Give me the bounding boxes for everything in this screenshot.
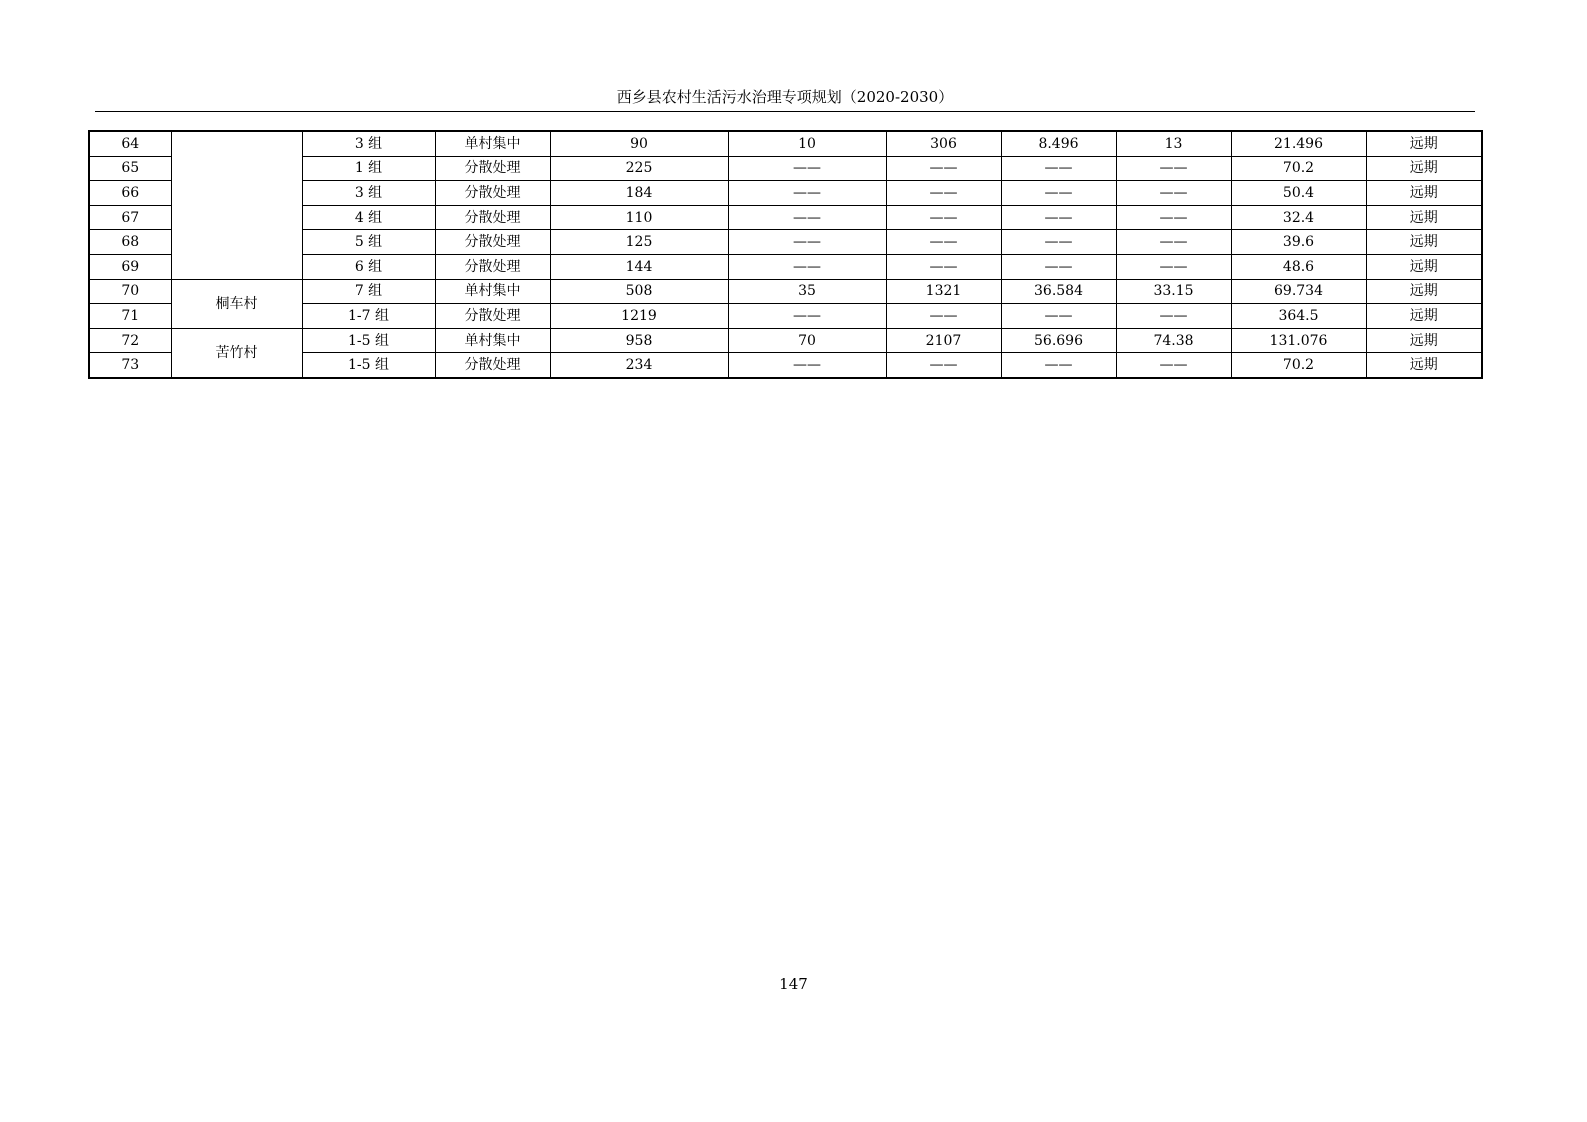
data-cell: 90	[550, 131, 728, 156]
data-cell: 1219	[550, 304, 728, 329]
row-number: 64	[89, 131, 171, 156]
phase-cell: 远期	[1366, 181, 1482, 206]
treatment-mode: 单村集中	[435, 328, 550, 353]
data-cell: 8.496	[1001, 131, 1116, 156]
data-cell: ——	[1116, 181, 1231, 206]
data-cell: 1321	[886, 279, 1001, 304]
data-cell: ——	[728, 205, 886, 230]
row-number: 71	[89, 304, 171, 329]
village-name: 桐车村	[171, 279, 302, 328]
group-cell: 3 组	[302, 131, 435, 156]
phase-cell: 远期	[1366, 304, 1482, 329]
data-cell: ——	[1116, 304, 1231, 329]
data-cell: ——	[1001, 254, 1116, 279]
data-cell: ——	[728, 304, 886, 329]
data-cell: 958	[550, 328, 728, 353]
treatment-mode: 分散处理	[435, 254, 550, 279]
row-number: 66	[89, 181, 171, 206]
data-cell: ——	[886, 205, 1001, 230]
data-cell: 70.2	[1231, 156, 1366, 181]
data-cell: 364.5	[1231, 304, 1366, 329]
phase-cell: 远期	[1366, 156, 1482, 181]
data-cell: 13	[1116, 131, 1231, 156]
group-cell: 3 组	[302, 181, 435, 206]
data-cell: ——	[728, 254, 886, 279]
row-number: 65	[89, 156, 171, 181]
data-cell: 48.6	[1231, 254, 1366, 279]
treatment-mode: 单村集中	[435, 131, 550, 156]
phase-cell: 远期	[1366, 328, 1482, 353]
row-number: 72	[89, 328, 171, 353]
data-cell: 10	[728, 131, 886, 156]
data-cell: ——	[1001, 205, 1116, 230]
data-cell: 184	[550, 181, 728, 206]
village-name	[171, 131, 302, 279]
treatment-mode: 分散处理	[435, 181, 550, 206]
phase-cell: 远期	[1366, 131, 1482, 156]
data-cell: ——	[728, 156, 886, 181]
data-cell: 70.2	[1231, 353, 1366, 378]
treatment-mode: 分散处理	[435, 230, 550, 255]
data-cell: ——	[1116, 254, 1231, 279]
page-number: 147	[779, 975, 808, 993]
data-cell: ——	[1001, 353, 1116, 378]
data-cell: 50.4	[1231, 181, 1366, 206]
data-cell: 33.15	[1116, 279, 1231, 304]
document-title: 西乡县农村生活污水治理专项规划（2020-2030）	[616, 88, 954, 106]
data-cell: 39.6	[1231, 230, 1366, 255]
data-cell: ——	[886, 304, 1001, 329]
data-cell: 32.4	[1231, 205, 1366, 230]
treatment-mode: 分散处理	[435, 205, 550, 230]
treatment-mode: 分散处理	[435, 156, 550, 181]
treatment-mode: 分散处理	[435, 304, 550, 329]
table-row	[89, 328, 1482, 353]
data-cell: 74.38	[1116, 328, 1231, 353]
data-cell: ——	[886, 230, 1001, 255]
treatment-mode: 分散处理	[435, 353, 550, 378]
group-cell: 5 组	[302, 230, 435, 255]
row-number: 70	[89, 279, 171, 304]
group-cell: 4 组	[302, 205, 435, 230]
group-cell: 7 组	[302, 279, 435, 304]
row-number: 73	[89, 353, 171, 378]
group-cell: 6 组	[302, 254, 435, 279]
data-cell: 21.496	[1231, 131, 1366, 156]
data-cell: 110	[550, 205, 728, 230]
data-cell: ——	[728, 230, 886, 255]
data-cell: 144	[550, 254, 728, 279]
data-cell: 70	[728, 328, 886, 353]
data-cell: ——	[1001, 230, 1116, 255]
data-cell: 56.696	[1001, 328, 1116, 353]
row-number: 68	[89, 230, 171, 255]
data-cell: 125	[550, 230, 728, 255]
row-number: 67	[89, 205, 171, 230]
group-cell: 1-5 组	[302, 328, 435, 353]
phase-cell: 远期	[1366, 254, 1482, 279]
data-cell: 306	[886, 131, 1001, 156]
data-cell: ——	[1001, 181, 1116, 206]
data-cell: ——	[1116, 353, 1231, 378]
data-cell: ——	[728, 181, 886, 206]
group-cell: 1 组	[302, 156, 435, 181]
data-cell: ——	[1116, 156, 1231, 181]
phase-cell: 远期	[1366, 230, 1482, 255]
data-cell: 2107	[886, 328, 1001, 353]
data-cell: 234	[550, 353, 728, 378]
data-cell: 35	[728, 279, 886, 304]
row-number: 69	[89, 254, 171, 279]
phase-cell: 远期	[1366, 205, 1482, 230]
village-name: 苦竹村	[171, 328, 302, 378]
data-cell: 36.584	[1001, 279, 1116, 304]
data-cell: 131.076	[1231, 328, 1366, 353]
group-cell: 1-7 组	[302, 304, 435, 329]
page-header	[95, 86, 1475, 112]
data-cell: ——	[886, 156, 1001, 181]
data-cell: ——	[1001, 304, 1116, 329]
data-cell: ——	[1001, 156, 1116, 181]
table-row	[89, 131, 1482, 156]
data-cell: ——	[886, 353, 1001, 378]
data-cell: ——	[886, 254, 1001, 279]
phase-cell: 远期	[1366, 279, 1482, 304]
phase-cell: 远期	[1366, 353, 1482, 378]
data-cell: 508	[550, 279, 728, 304]
treatment-mode: 单村集中	[435, 279, 550, 304]
sewage-treatment-table	[88, 130, 1483, 379]
data-cell: ——	[728, 353, 886, 378]
data-cell: ——	[886, 181, 1001, 206]
data-cell: ——	[1116, 205, 1231, 230]
data-cell: 69.734	[1231, 279, 1366, 304]
table-row	[89, 279, 1482, 304]
group-cell: 1-5 组	[302, 353, 435, 378]
data-cell: 225	[550, 156, 728, 181]
data-cell: ——	[1116, 230, 1231, 255]
